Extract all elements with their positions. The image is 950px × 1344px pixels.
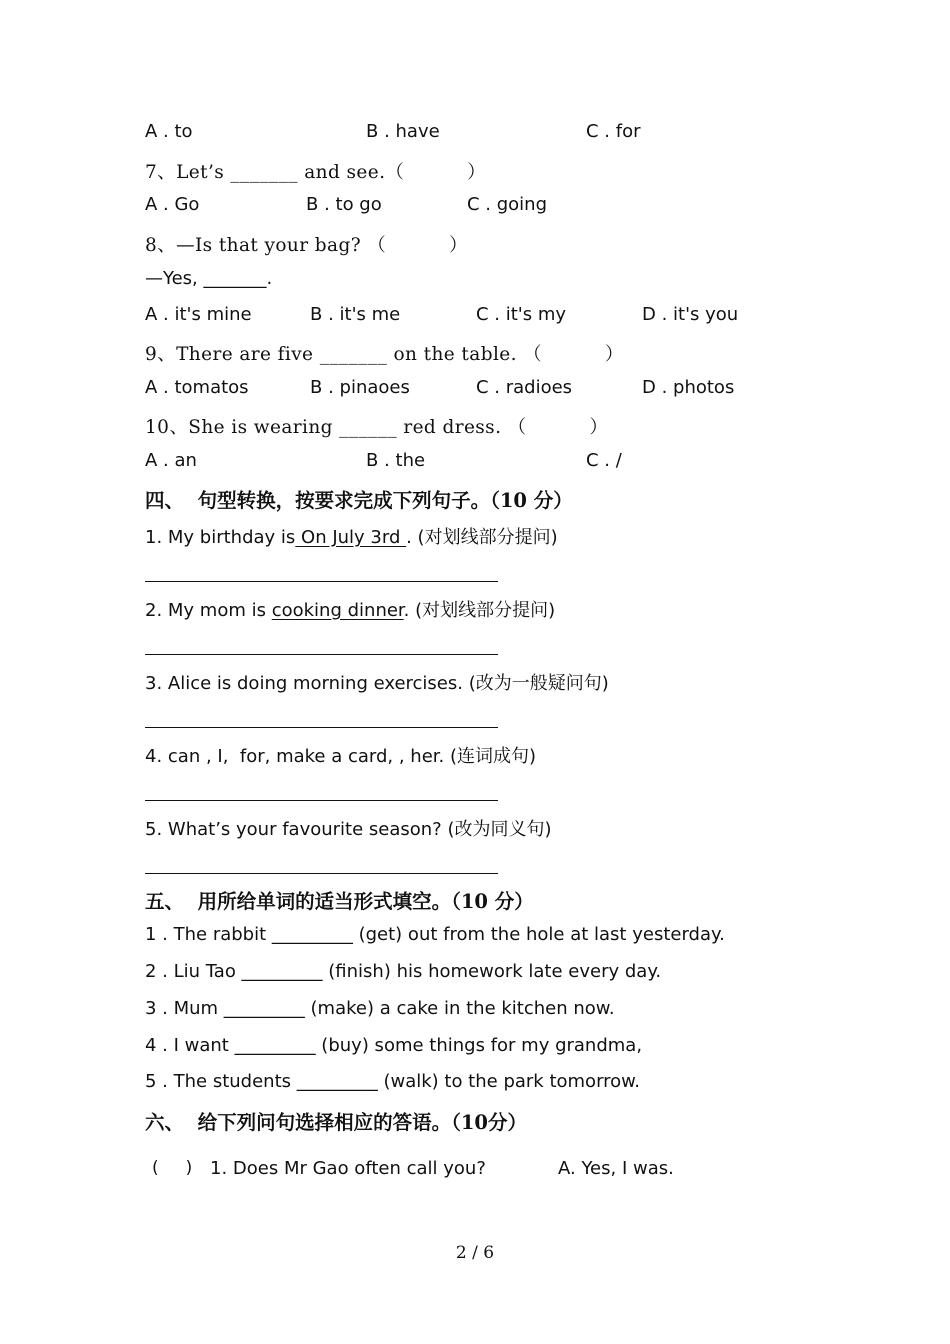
q9-option-c: C . radioes (476, 377, 573, 398)
section5-heading: 五、 用所给单词的适当形式填空。（10 分） (145, 890, 534, 913)
answer-line-1[interactable] (145, 581, 498, 582)
underlined-phrase: cooking dinner (271, 600, 404, 621)
section4-item-4: 4. can , I, for, make a card, , her. (连词成句) (145, 746, 536, 767)
section4-heading: 四、 句型转换，按要求完成下列句子。（10 分） (145, 489, 573, 512)
section6-question-1: 1. Does Mr Gao often call you? (210, 1158, 486, 1179)
answer-line-3[interactable] (145, 727, 498, 728)
q8-option-b: B . it's me (310, 304, 401, 325)
q9-option-a: A . tomatos (145, 377, 249, 398)
section5-item-5: 5 . The students _________ (walk) to the park tomorrow. (145, 1071, 640, 1092)
section5-item-1: 1 . The rabbit _________ (get) out from the hole at last yesterday. (145, 924, 725, 945)
answer-line-2[interactable] (145, 654, 498, 655)
section5-item-2: 2 . Liu Tao _________ (finish) his homework late every day. (145, 961, 662, 982)
q8-stem: 8、—Is that your bag? （ ） (145, 235, 468, 256)
section5-item-3: 3 . Mum _________ (make) a cake in the kitchen now. (145, 998, 615, 1019)
q8-option-d: D . it's you (642, 304, 739, 325)
section4-item-5: 5. What’s your favourite season? (改为同义句) (145, 819, 552, 840)
q9-option-d: D . photos (642, 377, 735, 398)
q7-option-c: C . going (467, 194, 548, 215)
underlined-phrase: On July 3rd (295, 527, 407, 548)
q8-reply: —Yes, _______. (145, 268, 273, 289)
q6-option-b: B . have (366, 121, 440, 142)
answer-line-4[interactable] (145, 800, 498, 801)
q7-option-a: A . Go (145, 194, 200, 215)
page-number: 2 / 6 (455, 1243, 495, 1263)
q9-option-b: B . pinaoes (310, 377, 410, 398)
section4-item-1: 1. My birthday is On July 3rd . (对划线部分提问) (145, 527, 558, 548)
section6-heading: 六、 给下列问句选择相应的答语。（10分） (145, 1111, 527, 1134)
answer-line-5[interactable] (145, 873, 498, 874)
q8-option-c: C . it's my (476, 304, 567, 325)
q10-stem: 10、She is wearing ______ red dress. （ ） (145, 417, 609, 438)
q10-option-c: C . / (586, 450, 622, 471)
section4-item-2: 2. My mom is cooking dinner. (对划线部分提问) (145, 600, 556, 621)
q8-option-a: A . it's mine (145, 304, 252, 325)
q10-option-b: B . the (366, 450, 426, 471)
q6-option-c: C . for (586, 121, 641, 142)
section4-item-3: 3. Alice is doing morning exercises. (改为一般疑问句) (145, 673, 609, 694)
answer-paren[interactable]: ( ) (152, 1158, 193, 1178)
q6-option-a: A . to (145, 121, 193, 142)
q7-option-b: B . to go (306, 194, 382, 215)
q9-stem: 9、There are five _______ on the table. （ ） (145, 344, 624, 365)
section6-answer-a: A. Yes, I was. (558, 1158, 674, 1179)
section5-item-4: 4 . I want _________ (buy) some things for my grandma, (145, 1035, 643, 1056)
q7-stem: 7、Let’s _______ and see.（ ） (145, 162, 486, 183)
q10-option-a: A . an (145, 450, 197, 471)
